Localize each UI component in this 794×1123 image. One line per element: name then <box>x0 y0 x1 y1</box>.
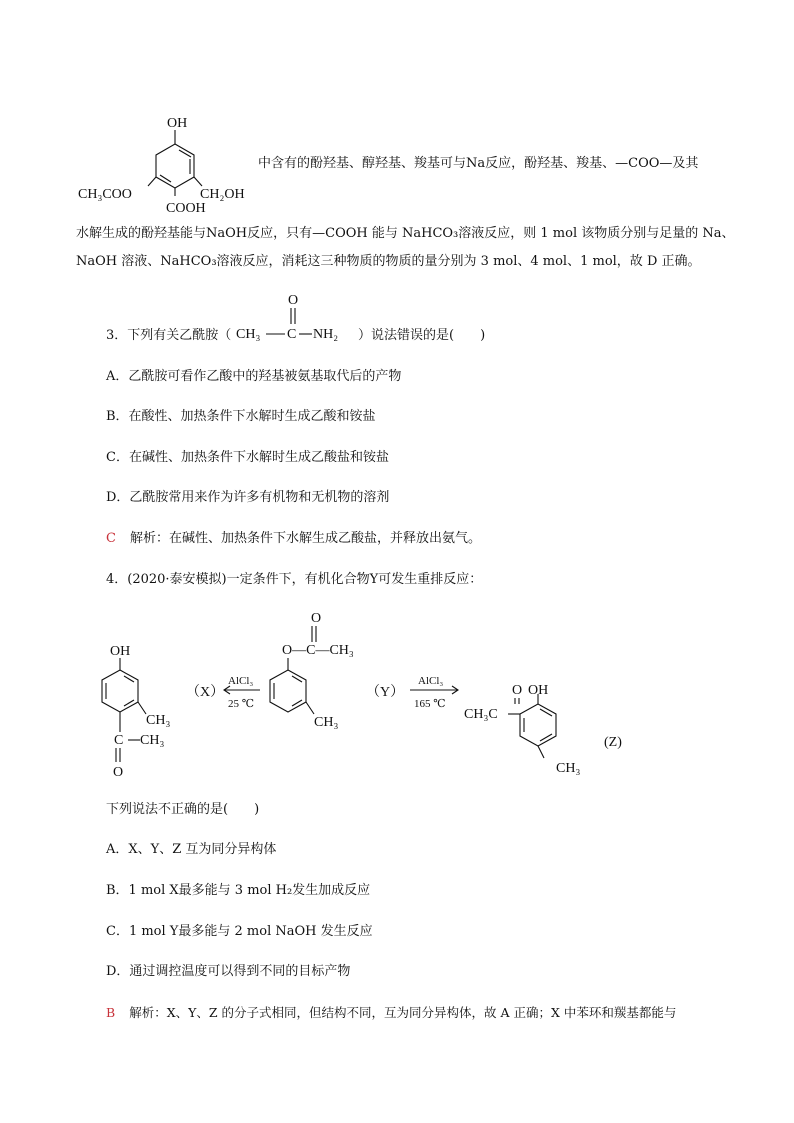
y-ch3: CH₃ <box>314 715 339 730</box>
q3-option-c: C．在碱性、加热条件下水解时生成乙酸盐和铵盐 <box>106 450 389 465</box>
q3-option-b: B．在酸性、加热条件下水解时生成乙酸和铵盐 <box>106 409 376 424</box>
struct-bottom-label: COOH <box>166 201 206 216</box>
cond1-top: AlCl₃ <box>228 675 254 687</box>
label-z: (Z) <box>604 735 622 750</box>
q4-option-c: C．1 mol Y最多能与 2 mol NaOH 发生反应 <box>106 924 373 939</box>
reaction-scheme <box>96 606 656 786</box>
block1-line3: NaOH 溶液、NaHCO₃溶液反应，消耗这三种物质的物质的量分别为 3 mol、4 mol、1 mol，故 D 正确。 <box>76 254 701 269</box>
q3-explanation: 解析：在碱性、加热条件下水解生成乙酸盐，并释放出氨气。 <box>129 531 481 546</box>
acetamide-formula <box>228 290 358 342</box>
compound-structure <box>70 108 270 218</box>
struct-left-label: CH₃COO <box>78 187 132 202</box>
x-ch3: CH₃ <box>146 713 171 728</box>
z-acyl: CH₃C <box>464 707 498 722</box>
y-ester: O—C—CH₃ <box>282 643 354 658</box>
q3-option-a: A．乙酰胺可看作乙酸中的羟基被氨基取代后的产物 <box>106 369 402 384</box>
z-ch3: CH₃ <box>556 761 581 776</box>
x-ch3b: CH₃ <box>140 733 165 748</box>
struct-oh-label: OH <box>167 116 188 131</box>
q4-question: 下列说法不正确的是( ) <box>106 802 260 817</box>
q4-explanation: 解析：X、Y、Z 的分子式相同，但结构不同，互为同分异构体，故 A 正确；X 中苯环和羰基都能与 <box>129 1005 677 1020</box>
q4-option-b: B．1 mol X最多能与 3 mol H₂发生加成反应 <box>106 883 371 898</box>
q4-option-a: A．X、Y、Z 互为同分异构体 <box>106 842 277 857</box>
label-x: （X） <box>186 685 225 700</box>
acetamide-nh2: NH₂ <box>313 327 339 342</box>
z-oh: OH <box>528 683 549 698</box>
x-c: C <box>114 733 124 748</box>
arrow-y-to-x <box>224 675 260 710</box>
acetamide-o: O <box>288 293 299 308</box>
q4-stem: 4．(2020·泰安模拟)一定条件下，有机化合物Y可发生重排反应： <box>106 572 483 587</box>
q3-answer: C <box>106 531 116 546</box>
block1-line2: 水解生成的酚羟基能与NaOH反应，只有—COOH 能与 NaHCO₃溶液反应，则 1 mol 该物质分别与足量的 Na、 <box>76 226 735 241</box>
acetamide-c: C <box>287 327 297 342</box>
q3-stem-prefix: 3．下列有关乙酰胺（ <box>106 328 232 343</box>
q3-stem-suffix: ）说法错误的是( ) <box>358 328 486 343</box>
y-o: O <box>311 611 322 626</box>
x-oh: OH <box>110 644 131 659</box>
cond1-bottom: 25 ℃ <box>228 698 255 710</box>
z-o: O <box>512 683 523 698</box>
struct-right-label: CH₂OH <box>200 187 245 202</box>
molecule-x <box>102 644 170 780</box>
x-o: O <box>113 765 124 780</box>
q3-option-d: D．乙酰胺常用来作为许多有机物和无机物的溶剂 <box>106 490 390 505</box>
q4-answer-line <box>106 1003 676 1023</box>
label-y: （Y） <box>366 685 405 700</box>
q4-option-d: D．通过调控温度可以得到不同的目标产物 <box>106 964 351 979</box>
molecule-z <box>464 683 580 776</box>
q3-answer-line <box>106 529 481 549</box>
arrow-y-to-z <box>410 675 458 710</box>
acetamide-ch3: CH₃ <box>236 327 261 342</box>
block1-line1: 中含有的酚羟基、醇羟基、羧基可与Na反应，酚羟基、羧基、—COO—及其 <box>258 156 699 171</box>
cond2-top: AlCl₃ <box>418 675 444 687</box>
q4-answer: B <box>106 1005 116 1020</box>
molecule-y <box>270 611 354 730</box>
cond2-bottom: 165 ℃ <box>414 698 446 710</box>
